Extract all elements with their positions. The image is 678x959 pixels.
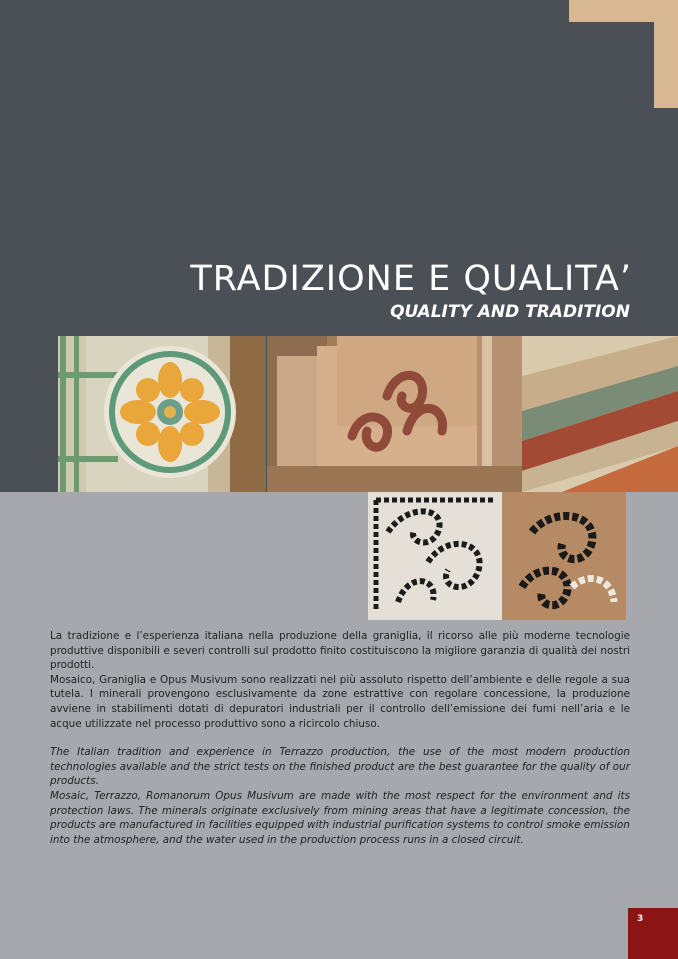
page-title: TRADIZIONE E QUALITA’ [190, 259, 632, 299]
english-paragraph-quality: The Italian tradition and experience in Terrazzo production, the use of the most modern production technologies available and the strict tests on the finished product are the best guarantee for the quality of our products. [50, 746, 630, 788]
page-number-box [628, 908, 678, 959]
photo-mosaic-corner [368, 492, 502, 620]
photo-flower-tile [58, 336, 266, 492]
photo-terrazzo-strips [522, 336, 678, 492]
photo-mosaic-scroll [502, 492, 626, 620]
body-text [50, 629, 630, 847]
page-number: 3 [637, 914, 644, 924]
paragraph-spacer [50, 731, 630, 745]
corner-accent [569, 0, 678, 108]
italian-paragraph-quality: La tradizione e l’esperienza italiana nella produzione della graniglia, il ricorso alle più moderne tecnologie produttive disponibili e severi controlli sul prodotto finito costituiscono la migliore garanzia di qualità dei nostri prodotti. [50, 630, 630, 672]
italian-paragraph-environment: Mosaico, Graniglia e Opus Musivum sono realizzati nel più assoluto rispetto dell’ambiente e delle regole a sua tutela. I minerali provengono esclusivamente da zone estrattive con regolare concessione, la produzione avviene in stabilimenti dotati di depuratori industriali per il controllo dell’emissione dei fumi nell’aria e le acque utilizzate nel processo produttivo sono a ricircolo chiuso. [50, 673, 630, 730]
page-subtitle: QUALITY AND TRADITION [390, 302, 630, 322]
photo-scroll-tiles [267, 336, 522, 492]
english-paragraph-environment: Mosaic, Terrazzo, Romanorum Opus Musivum are made with the most respect for the environment and its protection laws. The minerals originate exclusively from mining areas that have a legitimate concession, the products are manufactured in facilities equipped with industrial purification systems to control smoke emission into the atmosphere, and the water used in the production process runs in a closed circuit. [50, 789, 630, 846]
